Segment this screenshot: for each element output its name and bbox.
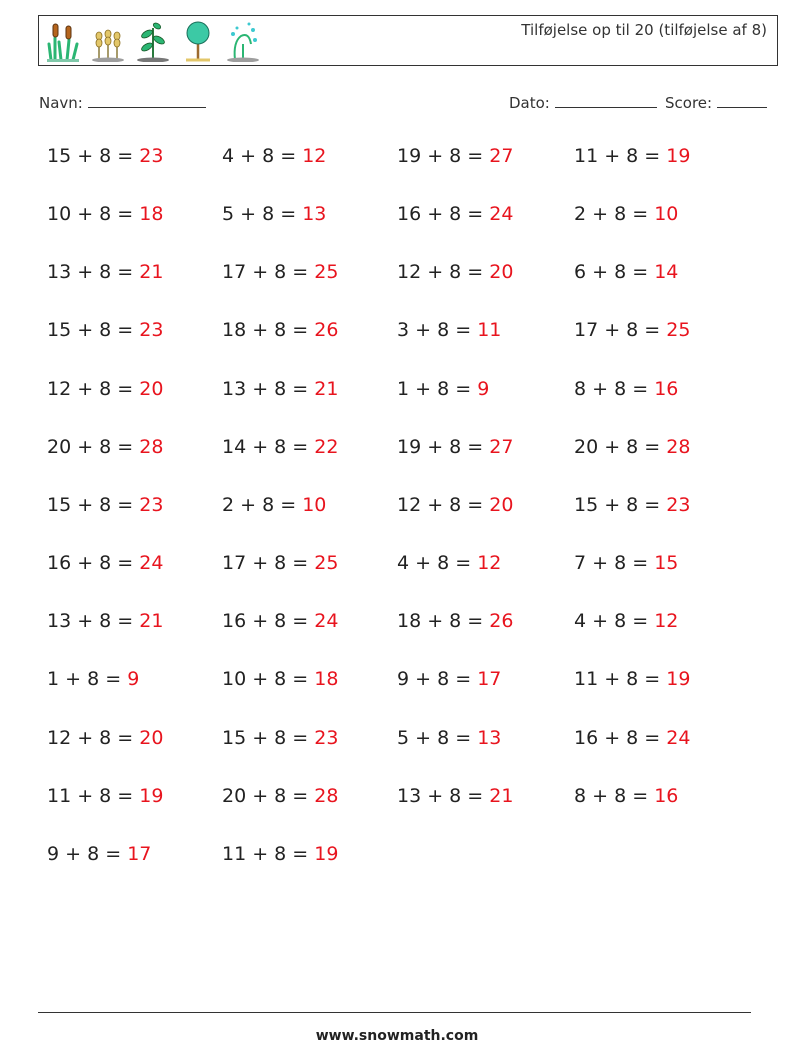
problem-question: 15 + 8 = (47, 319, 140, 342)
problem-answer: 12 (477, 552, 502, 575)
problem-item (222, 668, 338, 690)
problem-answer: 9 (127, 668, 140, 691)
problem-item (574, 785, 678, 807)
worksheet-header (38, 15, 778, 66)
name-blank (88, 93, 206, 108)
problem-question: 4 + 8 = (222, 145, 303, 167)
sprout-icon (135, 20, 171, 62)
problem-question: 10 + 8 = (222, 668, 315, 691)
problem-question: 13 + 8 = (397, 784, 490, 807)
problem-answer: 15 (654, 552, 679, 575)
problem-answer: 19 (666, 145, 691, 167)
problem-answer: 21 (489, 784, 514, 807)
problem-item (222, 319, 338, 341)
problem-item (222, 261, 338, 283)
problem-item (397, 552, 501, 574)
problem-answer: 12 (302, 145, 327, 167)
date-field (509, 93, 657, 112)
header-icons (45, 20, 261, 62)
problem-answer: 18 (314, 668, 339, 691)
problem-answer: 24 (139, 552, 164, 575)
problem-question: 5 + 8 = (222, 203, 303, 226)
date-label: Dato: (509, 94, 550, 112)
problem-question: 3 + 8 = (397, 319, 478, 342)
problem-question: 13 + 8 = (222, 377, 315, 400)
score-blank (717, 93, 767, 108)
problem-answer: 16 (654, 784, 679, 807)
problem-item (574, 668, 690, 690)
problem-item (47, 145, 163, 167)
date-blank (555, 93, 657, 108)
problem-question: 15 + 8 = (222, 726, 315, 749)
problem-answer: 23 (666, 493, 691, 516)
problem-question: 4 + 8 = (574, 610, 655, 633)
problem-item (574, 436, 690, 458)
problem-item (47, 785, 163, 807)
problem-answer: 19 (314, 842, 339, 865)
problem-item (574, 261, 678, 283)
footer-url: www.snowmath.com (315, 1028, 479, 1044)
problem-item (574, 494, 690, 516)
problem-question: 1 + 8 = (47, 668, 128, 691)
problem-question: 12 + 8 = (397, 261, 490, 284)
problem-answer: 17 (127, 842, 152, 865)
footer-divider (38, 1012, 751, 1013)
problem-answer: 26 (314, 319, 339, 342)
problem-question: 13 + 8 = (47, 261, 140, 284)
problem-question: 20 + 8 = (222, 784, 315, 807)
problem-item (397, 668, 501, 690)
problem-answer: 24 (666, 726, 691, 749)
problem-answer: 14 (654, 261, 679, 284)
problem-answer: 28 (314, 784, 339, 807)
problem-answer: 11 (477, 319, 502, 342)
problem-question: 15 + 8 = (574, 493, 667, 516)
problem-item (47, 727, 163, 749)
tree-icon (180, 20, 216, 62)
problem-question: 10 + 8 = (47, 203, 140, 226)
problem-question: 17 + 8 = (222, 552, 315, 575)
problem-answer: 20 (489, 493, 514, 516)
problem-answer: 10 (302, 493, 327, 516)
problem-item (47, 261, 163, 283)
problem-answer: 20 (489, 261, 514, 284)
problem-item (222, 436, 338, 458)
problem-answer: 13 (302, 203, 327, 226)
problem-question: 18 + 8 = (222, 319, 315, 342)
problem-answer: 28 (139, 435, 164, 458)
problem-question: 11 + 8 = (574, 668, 667, 691)
problem-item (222, 610, 338, 632)
problem-answer: 19 (139, 784, 164, 807)
problem-answer: 23 (139, 493, 164, 516)
problem-item (222, 378, 338, 400)
problem-answer: 22 (314, 435, 339, 458)
problem-item (47, 494, 163, 516)
problem-question: 16 + 8 = (222, 610, 315, 633)
problem-answer: 21 (314, 377, 339, 400)
problem-question: 19 + 8 = (397, 435, 490, 458)
problem-item (47, 319, 163, 341)
problem-question: 12 + 8 = (397, 493, 490, 516)
problem-question: 15 + 8 = (47, 493, 140, 516)
problem-question: 16 + 8 = (574, 726, 667, 749)
problem-item (222, 145, 326, 167)
problem-answer: 9 (477, 377, 490, 400)
problem-question: 19 + 8 = (397, 145, 490, 167)
problem-item (222, 843, 338, 865)
problem-question: 20 + 8 = (574, 435, 667, 458)
problem-item (574, 319, 690, 341)
problem-answer: 24 (489, 203, 514, 226)
problem-question: 17 + 8 = (574, 319, 667, 342)
problem-question: 13 + 8 = (47, 610, 140, 633)
problem-question: 9 + 8 = (47, 842, 128, 865)
problem-item (47, 203, 163, 225)
name-field (39, 93, 206, 112)
problem-question: 5 + 8 = (397, 726, 478, 749)
problem-item (397, 727, 501, 749)
problem-item (222, 785, 338, 807)
problem-question: 20 + 8 = (47, 435, 140, 458)
cattail-plant-icon (45, 20, 81, 62)
problem-answer: 28 (666, 435, 691, 458)
problem-item (47, 668, 139, 690)
problem-question: 1 + 8 = (397, 377, 478, 400)
problem-question: 16 + 8 = (397, 203, 490, 226)
problem-answer: 10 (654, 203, 679, 226)
problem-question: 9 + 8 = (397, 668, 478, 691)
problem-item (397, 610, 513, 632)
problem-item (222, 727, 338, 749)
problem-item (47, 552, 163, 574)
problem-question: 18 + 8 = (397, 610, 490, 633)
problem-answer: 25 (314, 261, 339, 284)
problem-item (574, 552, 678, 574)
watering-plant-icon (225, 20, 261, 62)
problem-item (574, 203, 678, 225)
worksheet-title: Tilføjelse op til 20 (tilføjelse af 8) (521, 21, 767, 39)
problem-question: 2 + 8 = (222, 493, 303, 516)
problem-item (222, 552, 338, 574)
problem-item (397, 378, 489, 400)
problem-question: 16 + 8 = (47, 552, 140, 575)
wheat-icon (90, 20, 126, 62)
problem-answer: 27 (489, 145, 514, 167)
problem-item (397, 785, 513, 807)
problem-item (397, 319, 501, 341)
problem-question: 4 + 8 = (397, 552, 478, 575)
problem-answer: 17 (477, 668, 502, 691)
problem-question: 11 + 8 = (574, 145, 667, 167)
problem-item (222, 203, 326, 225)
problem-question: 11 + 8 = (47, 784, 140, 807)
problem-answer: 24 (314, 610, 339, 633)
problem-item (397, 203, 513, 225)
problem-item (47, 436, 163, 458)
problem-question: 8 + 8 = (574, 784, 655, 807)
problem-item (47, 610, 163, 632)
problem-question: 2 + 8 = (574, 203, 655, 226)
problem-item (397, 145, 513, 167)
problem-answer: 13 (477, 726, 502, 749)
name-label: Navn: (39, 94, 83, 112)
problem-question: 12 + 8 = (47, 377, 140, 400)
problem-item (222, 494, 326, 516)
problem-answer: 19 (666, 668, 691, 691)
problem-item (574, 610, 678, 632)
problem-answer: 27 (489, 435, 514, 458)
problem-item (47, 378, 163, 400)
problem-item (574, 378, 678, 400)
problem-answer: 23 (314, 726, 339, 749)
problem-answer: 21 (139, 610, 164, 633)
problem-answer: 23 (139, 145, 164, 167)
problem-answer: 21 (139, 261, 164, 284)
problem-item (397, 494, 513, 516)
problem-question: 15 + 8 = (47, 145, 140, 167)
problem-item (397, 261, 513, 283)
score-field (665, 93, 767, 112)
problem-question: 11 + 8 = (222, 842, 315, 865)
problem-answer: 18 (139, 203, 164, 226)
problem-answer: 25 (314, 552, 339, 575)
problem-answer: 20 (139, 726, 164, 749)
problem-question: 14 + 8 = (222, 435, 315, 458)
problem-answer: 26 (489, 610, 514, 633)
problem-answer: 16 (654, 377, 679, 400)
problem-answer: 25 (666, 319, 691, 342)
score-label: Score: (665, 94, 713, 112)
problem-question: 17 + 8 = (222, 261, 315, 284)
problem-question: 6 + 8 = (574, 261, 655, 284)
problem-item (574, 145, 690, 167)
problem-answer: 23 (139, 319, 164, 342)
problem-question: 12 + 8 = (47, 726, 140, 749)
problem-item (47, 843, 151, 865)
problem-answer: 20 (139, 377, 164, 400)
problem-item (574, 727, 690, 749)
problem-answer: 12 (654, 610, 679, 633)
problem-item (397, 436, 513, 458)
problem-question: 7 + 8 = (574, 552, 655, 575)
problem-question: 8 + 8 = (574, 377, 655, 400)
